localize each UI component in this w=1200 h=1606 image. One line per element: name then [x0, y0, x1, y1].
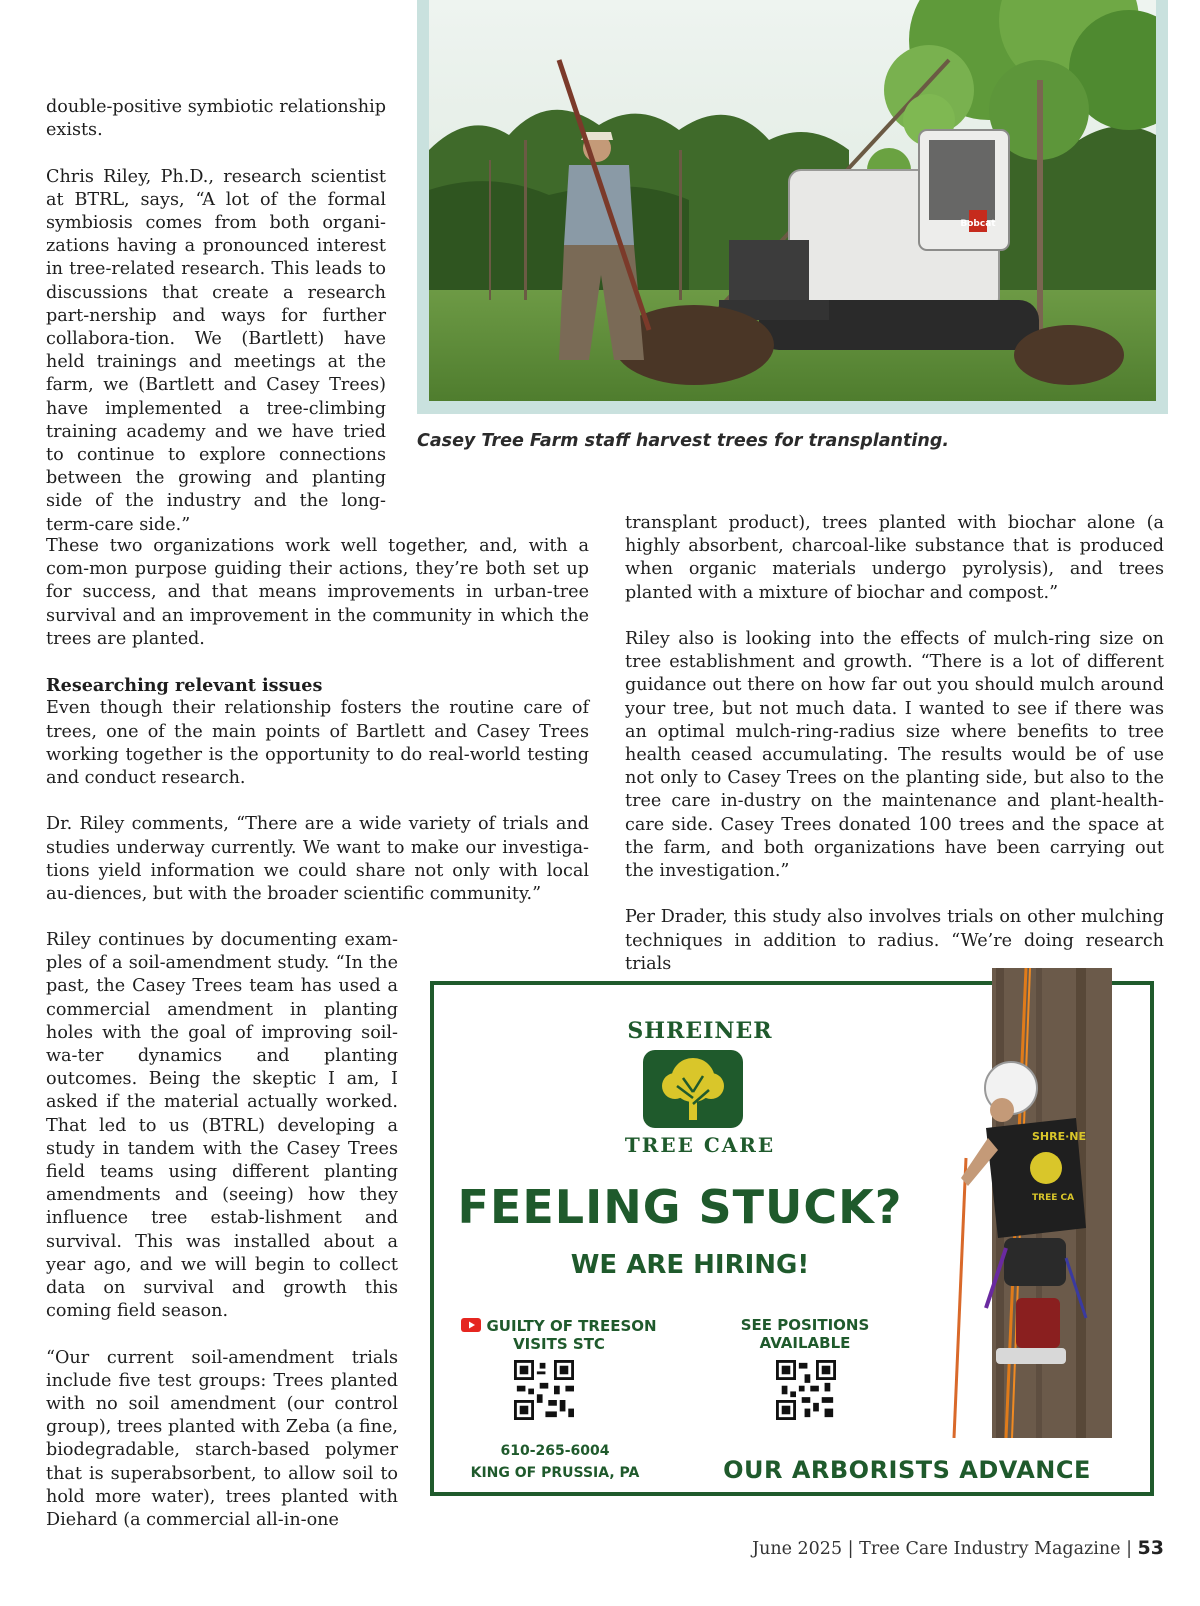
arborist-climber-image	[906, 968, 1156, 1438]
ad-tagline: OUR ARBORISTS ADVANCE	[723, 1456, 1091, 1484]
section-heading: Researching relevant issues	[46, 675, 323, 697]
photo-frame	[417, 0, 1168, 414]
paragraph: Chris Riley, Ph.D., research scientist at BTRL, says, “A lot of the formal symbiosis comes from both organi-zations having a pronounced interest in tree-related research. This leads to discussions that create a research part-nership and ways for further collabora-tion. We (Bartlett) have held trainings and meetings at the farm, we (Bartlett and Casey Trees) have implemented a tree-climbing training academy and we have tried to continue to explore connections between the growing and planting side of the industry and the long-term-care side.”	[46, 166, 386, 535]
youtube-icon	[461, 1318, 481, 1332]
ad-phone: 610-265-6004	[500, 1443, 610, 1459]
shirt-text-top: SHRE·NE	[1032, 1130, 1087, 1143]
paragraph: Riley also is looking into the effects of mulch-ring size on tree establishment and growth. “There is a lot of different guidance out there on how far out you should mulch around your tree, but not much data. I wanted to see if there was an optimal mulch-ring-radius size where benefits to tree health ceased accumulating. The results would be of use not only to Casey Trees on the planting side, but also to the tree care in-dustry on the maintenance and plant-health-care side. Casey Trees donated 100 trees and the space at the farm, and both organizations have been carrying out the investigation.”	[625, 629, 1164, 882]
footer-separator: |	[847, 1539, 854, 1559]
positions-qr-code-icon[interactable]	[776, 1360, 836, 1420]
footer-date: June 2025	[752, 1539, 843, 1559]
article-column-top-left	[46, 96, 386, 537]
tree-farm-photo	[429, 0, 1156, 401]
ad-right-label-2: AVAILABLE	[759, 1334, 851, 1352]
ad-right-label-1: SEE POSITIONS	[740, 1316, 870, 1334]
ad-left-label-1: GUILTY OF TREESON	[486, 1317, 657, 1335]
paragraph: Dr. Riley comments, “There are a wide variety of trials and studies underway currently. We want to make our investiga-tions yield information we could share not only with local au-diences, but with the broader scientific community.”	[46, 814, 589, 905]
positions-qr-label	[685, 1316, 925, 1352]
paragraph: transplant product), trees planted with biochar alone (a highly absorbent, charcoal-like substance that is produced when organic materials undergo pyrolysis), and trees planted with a mixture of biochar and compost.”	[625, 513, 1164, 603]
ad-subheadline: WE ARE HIRING!	[570, 1250, 810, 1280]
youtube-qr-label	[444, 1316, 674, 1353]
footer-magazine: Tree Care Industry Magazine	[859, 1539, 1121, 1559]
photo-illustration	[429, 0, 1156, 401]
article-column-bottom-left	[46, 929, 398, 1532]
ad-brand-bottom: TREE CARE	[624, 1133, 776, 1157]
tree-logo-icon	[643, 1050, 743, 1128]
footer-separator: |	[1126, 1539, 1132, 1559]
paragraph: Even though their relationship fosters the routine care of trees, one of the main points of Bartlett and Casey Trees working together is the opportunity to do real-world testing and conduct research.	[46, 698, 589, 789]
paragraph: “Our current soil-amendment trials include five test groups: Trees planted with no soil amendment (our control group), trees planted with Zeba (a fine, biodegradable, starch-based polymer that is superabsorbent, to allow soil to hold more water), trees planted with Diehard (a commercial all-in-one	[46, 1347, 398, 1531]
page-number: 53	[1137, 1537, 1164, 1559]
youtube-qr-code-icon[interactable]	[514, 1360, 574, 1420]
paragraph: These two organizations work well together, and, with a com-mon purpose guiding their actions, they’re both set up for success, and that means improvements in urban-tree survival and an improvement in the community in which the trees are planted.	[46, 536, 589, 649]
paragraph: Per Drader, this study also involves trials on other mulching techniques in addition to radius. “We’re doing research trials	[625, 907, 1164, 974]
ad-headline: FEELING STUCK?	[457, 1180, 903, 1234]
page-footer	[752, 1537, 1164, 1559]
ad-left-label-2: VISITS STC	[513, 1335, 605, 1353]
ad-location: KING OF PRUSSIA, PA	[470, 1465, 640, 1481]
bobcat-label: Bobcat	[960, 219, 996, 229]
article-column-right	[625, 512, 1164, 976]
article-column-mid-left	[46, 535, 589, 906]
paragraph: double-positive symbiotic relationship exists.	[46, 97, 386, 141]
photo-caption: Casey Tree Farm staff harvest trees for transplanting.	[417, 431, 949, 451]
paragraph: Riley continues by documenting exam-ples of a soil-amendment study. “In the past, the Casey Trees team has used a commercial amendment in planting holes with the goal of improving soil-wa-ter dynamics and planting outcomes. Being the skeptic I am, I asked if the material actually worked. That led to us (BTRL) developing a study in tandem with the Casey Trees field teams using different planting amendments and (seeing) how they influence tree estab-lishment and survival. This was installed about a year ago, and we will begin to collect data on survival and growth this coming field season.	[46, 930, 398, 1322]
ad-brand-top: SHREINER	[627, 1018, 773, 1044]
shreiner-advertisement	[430, 968, 1156, 1499]
shirt-text-bottom: TREE CA	[1032, 1193, 1075, 1203]
